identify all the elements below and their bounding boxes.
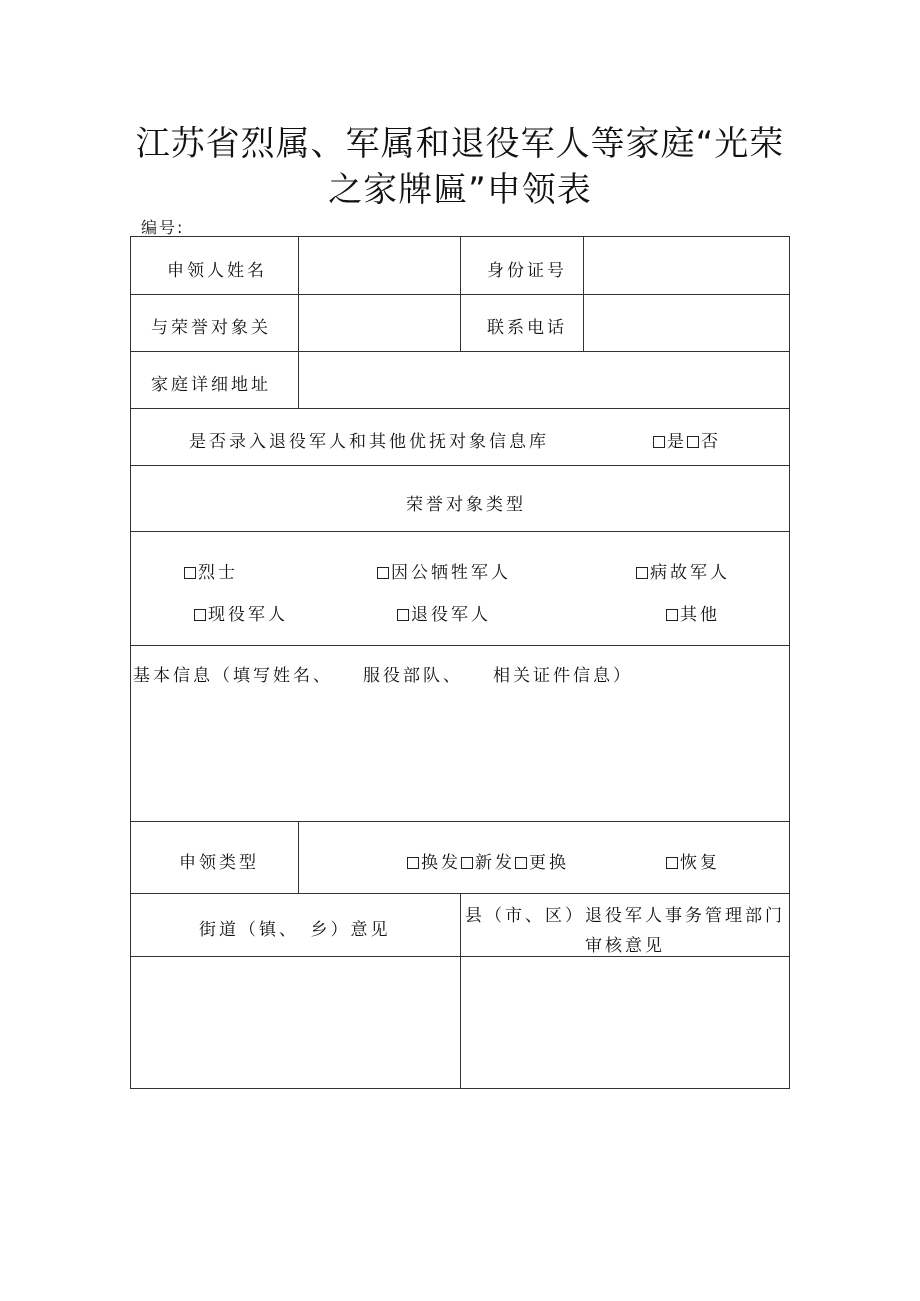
apply-type-reissue[interactable]: 换发 <box>407 853 461 873</box>
checkbox-icon <box>184 567 196 579</box>
applicant-name-label: 申领人姓名 <box>167 261 267 281</box>
col-divider <box>298 821 299 893</box>
form-title-line2: 之家牌匾”申领表 <box>328 170 592 210</box>
checkbox-icon <box>687 436 699 448</box>
apply-type-label: 申领类型 <box>179 853 259 873</box>
in-database-options <box>653 427 721 452</box>
phone-label: 联系电话 <box>487 318 567 338</box>
id-number-field[interactable] <box>584 238 788 293</box>
honor-type-active[interactable]: 现役军人 <box>194 600 288 625</box>
applicant-name-field[interactable] <box>299 238 459 293</box>
row-divider <box>131 531 789 532</box>
checkbox-icon <box>653 436 665 448</box>
county-opinion-field[interactable] <box>461 957 788 1088</box>
in-database-label: 是否录入退役军人和其他优抚对象信息库 <box>189 432 549 452</box>
address-label: 家庭详细地址 <box>151 375 271 395</box>
checkbox-icon <box>666 609 678 621</box>
honor-type-veteran[interactable]: 退役军人 <box>397 600 491 625</box>
honor-type-died-on-duty[interactable]: 因公牺牲军人 <box>377 558 511 583</box>
phone-field[interactable] <box>584 295 788 350</box>
apply-type-restore[interactable]: 恢复 <box>666 848 720 873</box>
county-opinion-label: 县（市、区）退役军人事务管理部门审核意见 <box>465 906 785 956</box>
checkbox-icon <box>461 857 473 869</box>
row-divider <box>131 408 789 409</box>
basic-info-label: 基本信息（填写姓名、 服役部队、 相关证件信息） <box>133 666 633 686</box>
in-database-no-option[interactable]: 否 <box>687 432 721 452</box>
street-opinion-label: 街道（镇、 乡）意见 <box>199 920 391 940</box>
relation-field[interactable] <box>299 295 459 350</box>
in-database-yes-option[interactable]: 是 <box>653 432 687 452</box>
id-number-label: 身份证号 <box>487 261 567 281</box>
apply-type-replace[interactable]: 更换 <box>515 853 569 873</box>
street-opinion-field[interactable] <box>132 957 459 1088</box>
address-field[interactable] <box>299 352 788 407</box>
checkbox-icon <box>407 857 419 869</box>
col-divider <box>460 237 461 351</box>
relation-label: 与荣誉对象关 <box>151 318 271 338</box>
checkbox-icon <box>515 857 527 869</box>
checkbox-icon <box>397 609 409 621</box>
honor-type-martyr[interactable]: 烈士 <box>184 558 238 583</box>
checkbox-icon <box>377 567 389 579</box>
basic-info-field[interactable] <box>132 687 788 819</box>
apply-type-new-issue[interactable]: 新发 <box>461 853 515 873</box>
form-title-line1: 江苏省烈属、军属和退役军人等家庭“光荣 <box>135 124 785 164</box>
row-divider <box>131 821 789 822</box>
checkbox-icon <box>636 567 648 579</box>
apply-type-options <box>407 848 569 873</box>
application-form-table <box>130 236 790 1089</box>
honor-type-header: 荣誉对象类型 <box>406 495 526 515</box>
checkbox-icon <box>194 609 206 621</box>
honor-type-other[interactable]: 其他 <box>666 600 720 625</box>
row-divider <box>131 645 789 646</box>
checkbox-icon <box>666 857 678 869</box>
row-divider <box>131 465 789 466</box>
honor-type-died-of-illness[interactable]: 病故军人 <box>636 558 730 583</box>
serial-number-label: 编号: <box>141 218 185 237</box>
